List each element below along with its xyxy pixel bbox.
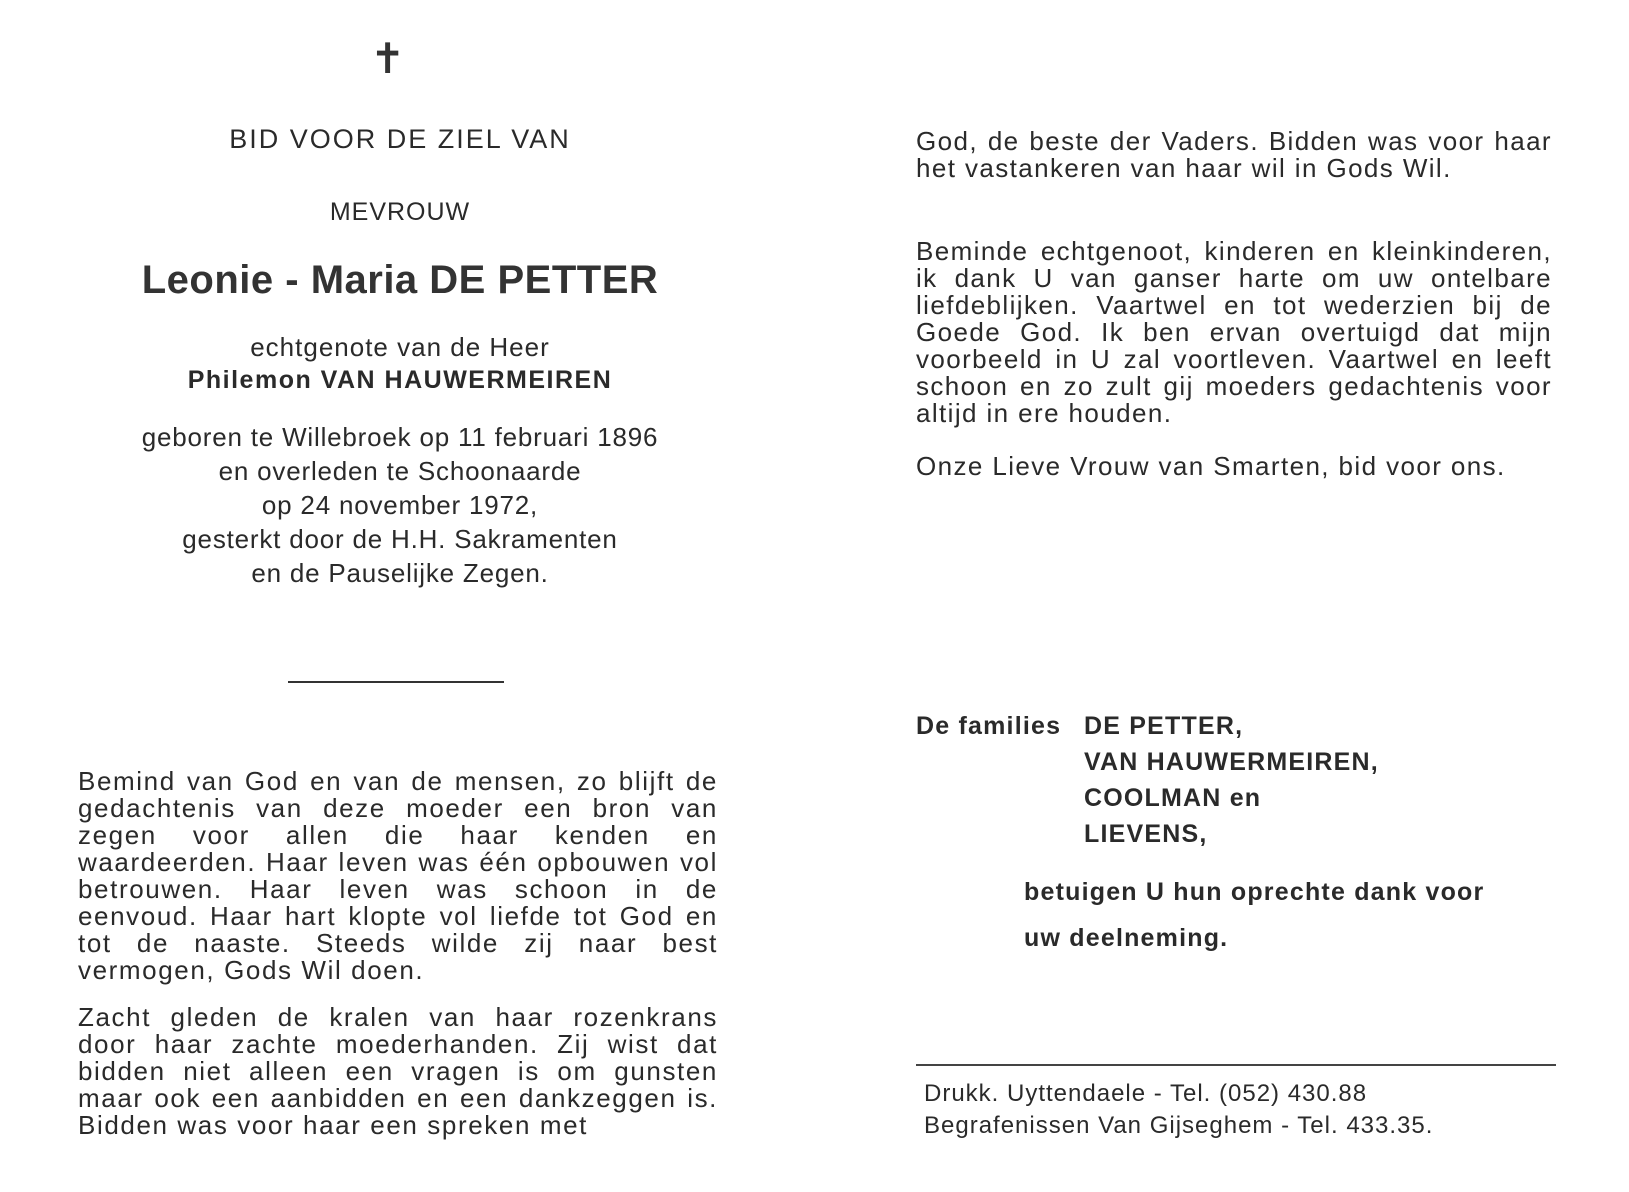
closing-prayer: Onze Lieve Vrouw van Smarten, bid voor ons. bbox=[916, 451, 1506, 481]
deceased-name: Leonie - Maria DE PETTER bbox=[141, 258, 659, 302]
families-block bbox=[916, 708, 1379, 852]
families-label: De families bbox=[916, 712, 1062, 740]
memorial-paragraph-1: Bemind van God en van de mensen, zo blijft de gedachtenis van deze moeder een bron van zegen voor allen die haar kenden en waardeerden. Haar leven was één opbouwen vol betrouwen. Haar leven was schoon in de eenvoud. Haar hart klopte vol liefde tot God en tot de naaste. Steeds wilde zij naar best vermogen, Gods Wil doen. bbox=[78, 766, 718, 985]
printer-credit: Drukk. Uyttendaele - Tel. (052) 430.88 bbox=[924, 1080, 1368, 1107]
spouse-name: Philemon VAN HAUWERMEIREN bbox=[187, 366, 613, 394]
life-line-sacraments: gesterkt door de H.H. Sakramenten bbox=[182, 524, 618, 554]
divider bbox=[288, 681, 504, 683]
farewell-paragraph: Beminde echtgenoot, kinderen en kleinkinderen, ik dank U van ganser harte om uw ontelbare liefdeblijken. Vaartwel en tot wederzien bij de Goede God. Ik ben ervan overtuigd dat mijn voorbeeld in U zal voortleven. Vaartwel en leeft schoon en zo zult gij moeders gedachtenis voor altijd in ere houden. bbox=[916, 236, 1552, 428]
family-name: DE PETTER, bbox=[1084, 712, 1244, 740]
family-name: COOLMAN en bbox=[1084, 784, 1262, 812]
family-name: VAN HAUWERMEIREN, bbox=[1084, 748, 1379, 776]
left-panel bbox=[70, 0, 730, 1192]
life-line-blessing: en de Pauselijke Zegen. bbox=[251, 558, 549, 588]
memorial-paragraph-3: God, de beste der Vaders. Bidden was voor haar het vastankeren van haar wil in Gods Wil. bbox=[916, 126, 1552, 183]
footer-rule bbox=[916, 1064, 1556, 1066]
thanks-line-1: betuigen U hun oprechte dank voor bbox=[1024, 878, 1485, 906]
honorific: MEVROUW bbox=[329, 198, 471, 226]
cross-icon: ✝ bbox=[370, 35, 406, 82]
right-panel bbox=[916, 0, 1556, 1192]
family-name: LIEVENS, bbox=[1084, 820, 1208, 848]
life-line-death-date: op 24 november 1972, bbox=[261, 490, 539, 520]
life-line-birth: geboren te Willebroek op 11 februari 1896 bbox=[141, 422, 659, 452]
spouse-intro: echtgenote van de Heer bbox=[250, 332, 550, 362]
funeral-home-credit: Begrafenissen Van Gijseghem - Tel. 433.35. bbox=[924, 1112, 1434, 1139]
life-details bbox=[70, 420, 730, 590]
prayer-heading: BID VOOR DE ZIEL VAN bbox=[229, 124, 571, 154]
life-line-death-place: en overleden te Schoonaarde bbox=[218, 456, 582, 486]
memorial-paragraph-2: Zacht gleden de kralen van haar rozenkrans door haar zachte moederhanden. Zij wist dat bidden niet alleen een vragen is om gunsten maar ook een aanbidden en een dankzeggen is. Bidden was voor haar een spreken met bbox=[78, 1002, 718, 1140]
thanks-line-2: uw deelneming. bbox=[1024, 924, 1229, 952]
